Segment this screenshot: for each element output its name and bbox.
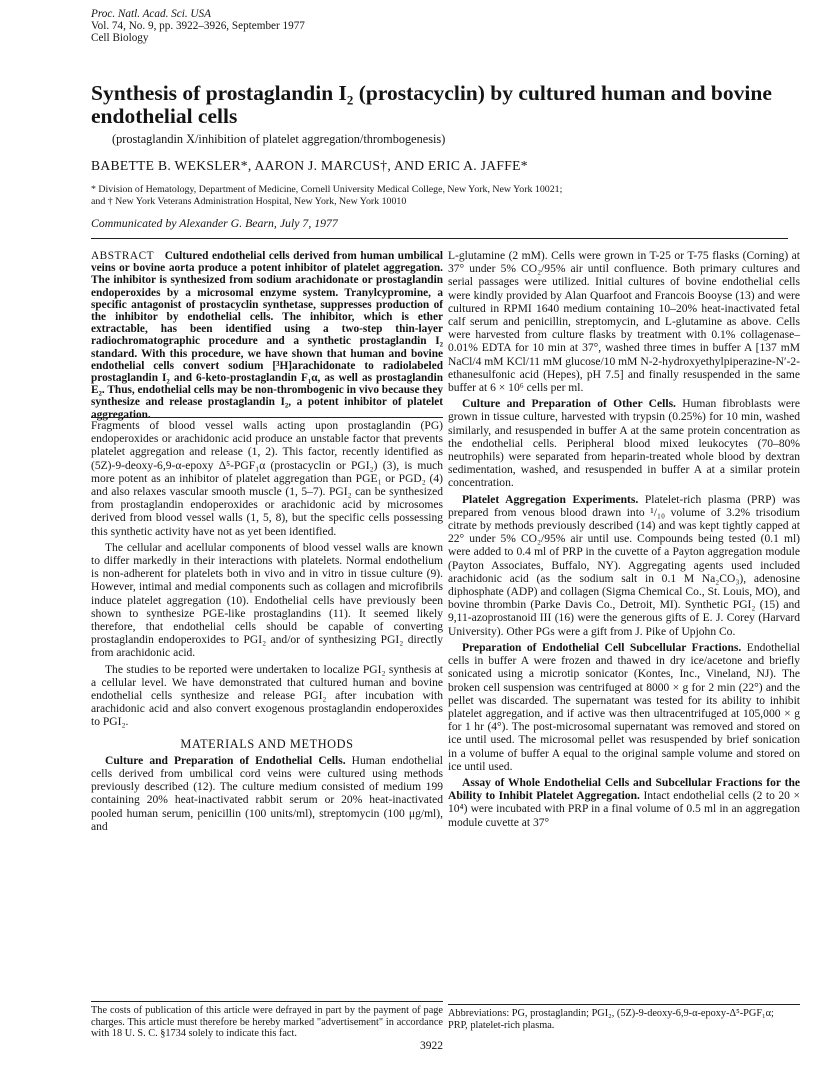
section-heading: MATERIALS AND METHODS [180, 736, 354, 751]
subsection-title: Preparation of Endothelial Cell Subcellular Fractions. [462, 641, 742, 654]
subsection-title: Platelet Aggregation Experiments. [462, 493, 639, 506]
methods-text: Human fibroblasts were grown in tissue culture, harvested with trypsin (0.25%) for 10 min, washed similarly, and resuspended in buffer A at the same protein concentration as the endothelial cells. Peripheral blood mixed leukocytes (70–80% neutrophils) were separated from heparin-treated whole blood by dextran sedimentation, washed, and resuspended in buffer A at a similar protein concentration. [448, 398, 801, 490]
methods-paragraph [448, 642, 800, 774]
abstract-divider [91, 417, 443, 418]
methods-text: Intact endothelial cells (2 to 20 × 10⁴) were incubated with PRP in a final volume of 0.5 ml in an aggregation module cuvette at 37° [448, 790, 800, 829]
subsection-title: Culture and Preparation of Other Cells. [462, 398, 676, 411]
methods-text: Platelet-rich plasma (PRP) was prepared from venous blood drawn into ¹/₁₀ volume of 3.2% trisodium citrate by methods previously described (14) and was kept tightly capped at 22° under 5% CO₂/95% air until use. Compounds being tested (0.1 ml) were added to 0.4 ml of PRP in the cuvette of a Payton aggregation module (Payton Associates, Buffalo, NY). Aggregating agents used included arachidonic acid (as the sodium salt in 0.1 M Na₂CO₃), adenosine diphosphate (ADP) and collagen (Sigma Chemical Co., St. Louis, MO), and bovine thrombin (Parke Davis Co., Detroit, MI). Synthetic PGI₂ (15) and 9,11-azoprostanoid III (16) were the generous gifts of E. J. Corey (Harvard University). Other PGs were a gift from J. Pike of Upjohn Co. [448, 493, 800, 638]
page-number: 3922 [420, 1040, 443, 1052]
publication-cost-footnote: The costs of publication of this article were defrayed in part by the payment of page charges. This article must therefore be hereby marked "advertisement" in accordance with 18 U. S. C. §1734 solely to indicate this fact. [91, 1005, 443, 1040]
methods-text: Endothelial cells in buffer A were frozen and thawed in dry ice/acetone and briefly sonicated using a microtip sonicator (Kontes, Inc., Vineland, NJ). The broken cell suspension was centrifuged at 8000 × g for 2 min (22°) and the pellet was discarded. The supernatant was tested for its ability to inhibit platelet aggregation, and if active was then ultracentrifuged at 105,000 × g for 1 hr (4°). The post-microsomal supernatant was removed and stored on ice until used. The microsomal pellet was resuspended by brief sonication in a volume of buffer A equal to the original sample volume and stored on ice until used. [448, 641, 801, 773]
intro-paragraph: Fragments of blood vessel walls acting upon prostaglandin (PG) endoperoxides or arachidonic acid produce an unstable factor that prevents platelet aggregation and release (1, 2). This factor, recently identified as (5Z)-9-deoxy-6,9-α-epoxy Δ⁵-PGF₁α (prostacyclin or PGI₂) (3), is much more potent as an inhibitor of platelet aggregation than PGE₁ or PGD₂ (4) and also relaxes vascular smooth muscle (1, 5–7). PGI₂ can be synthesized from prostaglandin endoperoxides or arachidonic acid by microsomes derived from blood vessel walls (1, 5, 8), but the specific cells possessing this synthetic activity have not as yet been identified. [91, 420, 443, 538]
header-divider [91, 238, 788, 239]
article-title: Synthesis of prostaglandin I₂ (prostacyclin) by cultured human and bovine endothelial cells [91, 81, 772, 128]
left-column [91, 420, 443, 834]
intro-paragraph: The studies to be reported were undertaken to localize PGI₂ synthesis at a cellular level. We have demonstrated that cultured human and bovine endothelial cells synthesize and release PGI₂ after incubation with arachidonic acid and also convert exogenous prostaglandin endoperoxides to PGI₂. [91, 663, 443, 729]
subsection-title: Assay of Whole Endothelial Cells and Subcellular Fractions for the Ability to Inhibit Platelet Aggregation. [448, 776, 800, 803]
section-label: Cell Biology [91, 32, 149, 44]
article-keywords: (prostaglandin X/inhibition of platelet aggregation/thrombogenesis) [112, 132, 446, 146]
affiliation-1: * Division of Hematology, Department of Medicine, Cornell University Medical College, New York, New York 10021; [91, 184, 563, 195]
abbreviation-divider [448, 1004, 800, 1005]
methods-paragraph [448, 777, 800, 830]
right-column [448, 250, 800, 830]
volume-info: Vol. 74, No. 9, pp. 3922–3926, September 1977 [91, 20, 305, 32]
methods-paragraph [448, 398, 800, 490]
methods-text: Human endothelial cells derived from umbilical cord veins were cultured using methods previously described (12). The culture medium consisted of medium 199 containing 20% heat-inactivated rabbit serum or 20% heat-inactivated pooled human serum, penicillin (100 units/ml), streptomycin (100 μg/ml), and [91, 754, 444, 833]
footnote-divider [91, 1001, 443, 1002]
author-list: BABETTE B. WEKSLER*, AARON J. MARCUS†, AND ERIC A. JAFFE* [91, 158, 528, 173]
abstract-text: Cultured endothelial cells derived from human umbilical veins or bovine aorta produce a potent inhibitor of platelet aggregation. The inhibitor is synthesized from sodium arachidonate or prostaglandin endoperoxides by a microsomal enzyme system. Tranylcypromine, a specific antagonist of prostacyclin synthetase, suppresses production of the inhibitor by endothelial cells. The inhibitor, which is ether extractable, has been identified using a two-step thin-layer radiochromatographic procedure and a synthetic prostaglandin I₂ standard. With this procedure, we have shown that human and bovine endothelial cells convert sodium [³H]arachidonate to radiolabeled prostaglandin I₂ and 6-keto-prostaglandin F₁α, as well as prostaglandin E₂. Thus, endothelial cells may be non-thrombogenic in vivo because they synthesize and release prostaglandin I₂, a potent inhibitor of platelet aggregation. [91, 250, 443, 421]
communicated-by: Communicated by Alexander G. Bearn, July 7, 1977 [91, 216, 338, 230]
methods-paragraph [448, 494, 800, 639]
methods-paragraph [91, 755, 443, 834]
subsection-title: Culture and Preparation of Endothelial Cells. [105, 754, 346, 767]
methods-paragraph: L-glutamine (2 mM). Cells were grown in T-25 or T-75 flasks (Corning) at 37° under 5% CO₂/95% air until confluence. Both primary cultures and serial passages were utilized. Initial cultures of bovine endothelial cells were kindly provided by Alan Quarfoot and Francois Booyse (13) and were cultured in RPMI 1640 medium containing 10–20% heat-inactivated fetal calf serum and penicillin, streptomycin, and L-glutamine as above. Cells were harvested from culture flasks by treatment with 0.1% collagenase–0.01% EDTA for 10 min at 37°, washed three times in buffer A [137 mM NaCl/4 mM KCl/11 mM glucose/10 mM N-2-hydroxyethylpiperazine-N′-2-ethanesulfonic acid (Hepes), pH 7.5] and finally resuspended in the same buffer at 6 × 10⁶ cells per ml. [448, 250, 800, 395]
intro-paragraph: The cellular and acellular components of blood vessel walls are known to differ markedly in their interactions with platelets. Normal endothelium is non-adherent for platelets both in vivo and in vitro in tissue culture (9). However, intimal and medial components such as collagen and microfibrils induce platelet aggregation (10). Endothelial cells have previously been shown to synthesize PGE-like prostaglandins (11). It seemed likely therefore, that endothelial cells should be capable of converting prostaglandin endoperoxides to PGI₂ and/or of synthesizing PGI₂ directly from arachidonic acid. [91, 541, 443, 660]
abstract [91, 250, 443, 421]
abbreviations-footnote: Abbreviations: PG, prostaglandin; PGI₂, (5Z)-9-deoxy-6,9-α-epoxy-Δ⁵-PGF₁α; PRP, platelet-rich plasma. [448, 1008, 774, 1031]
abstract-label: ABSTRACT [91, 250, 155, 262]
affiliation-2: and † New York Veterans Administration Hospital, New York, New York 10010 [91, 196, 407, 207]
affiliations [91, 184, 791, 208]
journal-name: Proc. Natl. Acad. Sci. USA [91, 8, 211, 20]
